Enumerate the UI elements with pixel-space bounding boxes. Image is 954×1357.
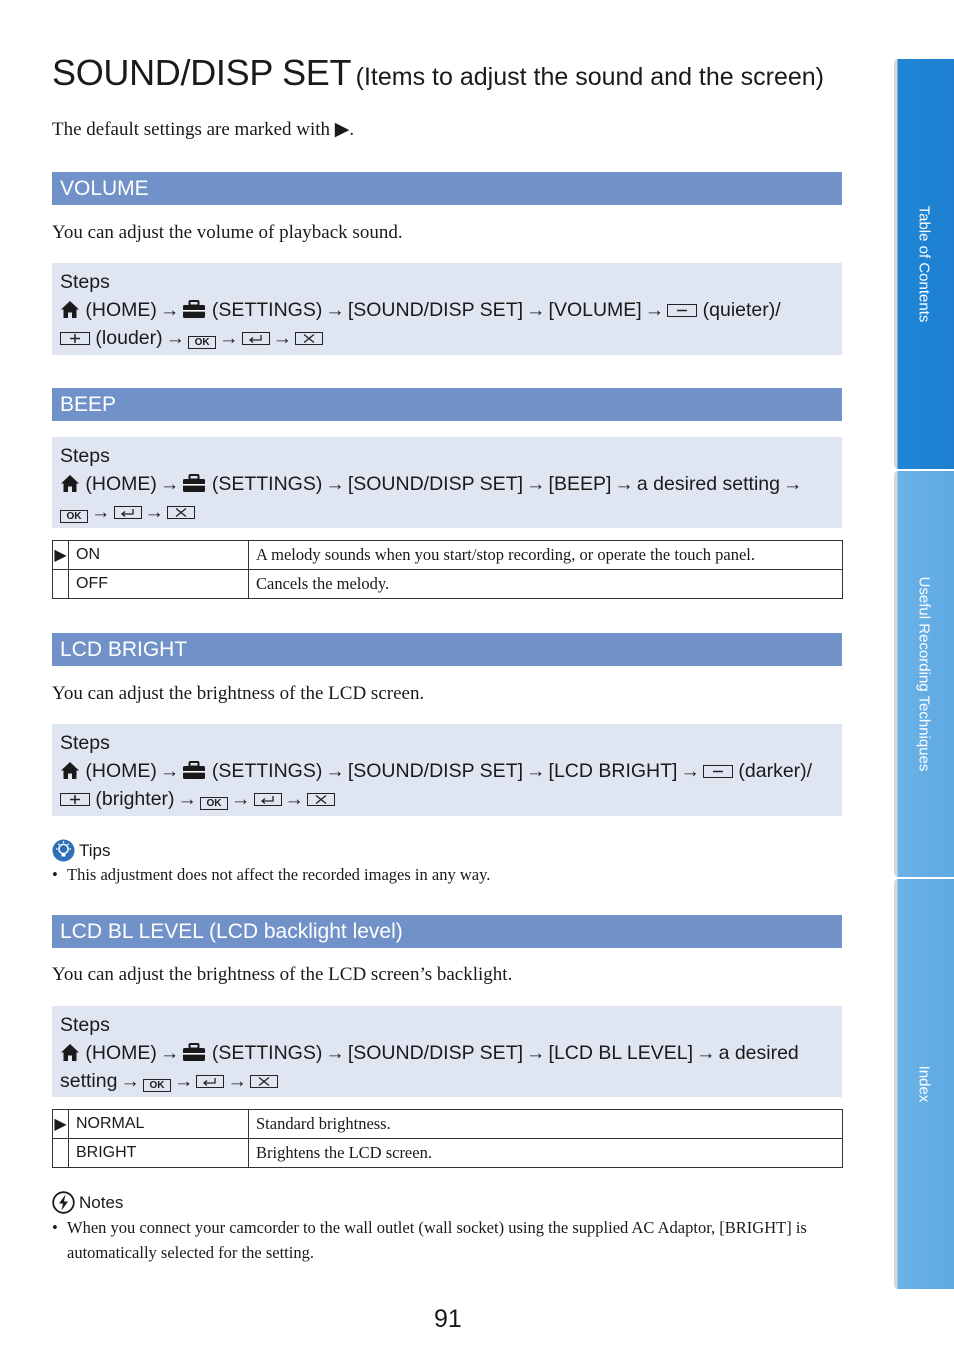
tab-useful-recording-techniques[interactable]: [894, 471, 954, 877]
lcd-bl-level-steps-box: [52, 1006, 842, 1097]
option-description: Brightens the LCD screen.: [249, 1139, 843, 1168]
beep-steps-line1: [60, 470, 834, 498]
tab-table-of-contents[interactable]: [894, 59, 954, 469]
arrow: →: [325, 473, 345, 495]
lcd-bl-level-tail1: a desired: [718, 1042, 799, 1064]
lcd-bright-item-label: [LCD BRIGHT]: [548, 760, 678, 782]
home-icon: [60, 1043, 80, 1062]
settings-label: (SETTINGS): [211, 299, 323, 321]
home-icon: [60, 300, 80, 319]
ok-button-icon: OK: [200, 797, 228, 810]
sound-disp-set-label: [SOUND/DISP SET]: [347, 1042, 524, 1064]
arrow: →: [325, 1042, 345, 1064]
lcd-bl-level-description: You can adjust the brightness of the LCD screen’s backlight.: [52, 964, 513, 985]
lightbulb-icon: [52, 839, 75, 862]
home-label: (HOME): [85, 299, 157, 321]
settings-icon: [182, 300, 206, 319]
option-description: Cancels the melody.: [249, 570, 843, 599]
arrow: →: [272, 327, 293, 349]
arrow: →: [783, 473, 803, 495]
option-name: BRIGHT: [69, 1139, 249, 1168]
notes-item-text: When you connect your camcorder to the wall outlet (wall socket) using the supplied AC Adaptor, [BRIGHT] is automatically selected for the setting.: [67, 1218, 807, 1262]
minus-button-icon: [667, 304, 697, 317]
page-title-subtitle: (Items to adjust the sound and the screen): [355, 63, 824, 91]
sound-disp-set-label: [SOUND/DISP SET]: [347, 760, 524, 782]
ok-button-icon: OK: [143, 1079, 171, 1092]
notes-warning-icon: [52, 1191, 75, 1214]
volume-description: You can adjust the volume of playback sound.: [52, 222, 403, 243]
option-name: ON: [69, 541, 249, 570]
close-icon: [295, 332, 323, 345]
settings-icon: [182, 1043, 206, 1062]
volume-minus-label: (quieter)/: [702, 299, 781, 321]
steps-label: Steps: [60, 271, 110, 293]
close-icon: [167, 506, 195, 519]
table-row: [53, 1110, 843, 1139]
section-heading-lcd-bl-level: LCD BL LEVEL (LCD backlight level): [52, 915, 842, 948]
arrow: →: [644, 299, 665, 321]
beep-steps-line2: [60, 498, 834, 526]
page-title-main: SOUND/DISP SET: [52, 52, 352, 93]
arrow: →: [696, 1042, 716, 1064]
option-name: OFF: [69, 570, 249, 599]
volume-steps-line2: [60, 324, 834, 352]
lcd-bright-minus-label: (darker)/: [738, 760, 813, 782]
arrow: →: [526, 1042, 546, 1064]
home-label: (HOME): [85, 1042, 157, 1064]
arrow: →: [231, 788, 251, 810]
plus-button-icon: [60, 332, 90, 345]
arrow: →: [219, 327, 239, 349]
arrow: →: [526, 299, 546, 321]
settings-label: (SETTINGS): [211, 1042, 323, 1064]
return-icon: [114, 506, 142, 519]
lcd-bright-plus-label: (brighter): [95, 788, 175, 810]
option-name: NORMAL: [69, 1110, 249, 1139]
settings-label: (SETTINGS): [211, 473, 323, 495]
section-heading-lcd-bright: LCD BRIGHT: [52, 633, 842, 666]
beep-tail-label: a desired setting: [636, 473, 780, 495]
arrow: →: [680, 760, 700, 782]
arrow: →: [325, 299, 345, 321]
default-marker: ▶: [53, 1110, 69, 1139]
home-icon: [60, 474, 80, 493]
tips-item: • This adjustment does not affect the recorded images in any way.: [52, 862, 812, 887]
settings-icon: [182, 474, 206, 493]
plus-button-icon: [60, 793, 90, 806]
beep-options-table: [52, 540, 843, 599]
tab-label: Table of Contents: [915, 205, 933, 323]
intro-text: The default settings are marked with ▶.: [52, 119, 355, 140]
home-label: (HOME): [85, 473, 157, 495]
tab-index[interactable]: [894, 879, 954, 1289]
arrow: →: [91, 501, 111, 523]
lcd-bl-level-item-label: [LCD BL LEVEL]: [548, 1042, 694, 1064]
arrow: →: [614, 473, 634, 495]
arrow: →: [159, 760, 180, 782]
volume-item-label: [VOLUME]: [548, 299, 642, 321]
volume-steps-line1: [60, 296, 834, 324]
tips-label: Tips: [79, 840, 111, 860]
arrow: →: [120, 1070, 140, 1092]
default-marker: ▶: [53, 541, 69, 570]
close-icon: [250, 1075, 278, 1088]
steps-label: Steps: [60, 1014, 110, 1036]
arrow: →: [177, 788, 198, 810]
volume-plus-label: (louder): [95, 327, 163, 349]
ok-button-icon: OK: [188, 336, 216, 349]
arrow: →: [526, 473, 546, 495]
lcd-bl-level-steps-line2: [60, 1067, 834, 1095]
arrow: →: [159, 1042, 180, 1064]
return-icon: [196, 1075, 224, 1088]
table-row: [53, 541, 843, 570]
arrow: →: [173, 1070, 194, 1092]
option-description: Standard brightness.: [249, 1110, 843, 1139]
tips-item-text: This adjustment does not affect the recorded images in any way.: [67, 865, 491, 884]
arrow: →: [526, 760, 546, 782]
steps-label: Steps: [60, 732, 110, 754]
option-description: A melody sounds when you start/stop recording, or operate the touch panel.: [249, 541, 843, 570]
notes-label: Notes: [79, 1192, 124, 1212]
beep-steps-box: [52, 437, 842, 528]
steps-label: Steps: [60, 445, 110, 467]
lcd-bright-steps-line2: [60, 785, 834, 813]
arrow: →: [159, 299, 180, 321]
return-icon: [254, 793, 282, 806]
lcd-bl-level-tail2: setting: [60, 1070, 118, 1092]
close-icon: [307, 793, 335, 806]
page-number: 91: [434, 1305, 462, 1333]
home-label: (HOME): [85, 760, 157, 782]
lcd-bl-level-options-table: [52, 1109, 843, 1168]
arrow: →: [325, 760, 345, 782]
arrow: →: [165, 327, 186, 349]
return-icon: [242, 332, 270, 345]
lcd-bright-steps-line1: [60, 757, 834, 785]
arrow: →: [227, 1070, 247, 1092]
section-heading-volume: VOLUME: [52, 172, 842, 205]
lcd-bright-description: You can adjust the brightness of the LCD screen.: [52, 683, 425, 704]
lcd-bright-steps-box: [52, 724, 842, 816]
page-title: [52, 52, 824, 94]
volume-steps-box: [52, 263, 842, 355]
arrow: →: [144, 501, 164, 523]
tips-heading: [52, 839, 111, 862]
section-heading-beep: BEEP: [52, 388, 842, 421]
tab-label: Index: [915, 1065, 933, 1103]
arrow: →: [284, 788, 305, 810]
minus-button-icon: [703, 765, 733, 778]
notes-item: • When you connect your camcorder to the wall outlet (wall socket) using the supplied AC Adaptor, [BRIGHT] is automatically selected for the setting.: [52, 1215, 812, 1265]
table-row: [53, 1139, 843, 1168]
sound-disp-set-label: [SOUND/DISP SET]: [347, 473, 524, 495]
table-row: [53, 570, 843, 599]
lcd-bl-level-steps-line1: [60, 1039, 834, 1067]
tab-label: Useful Recording Techniques: [915, 576, 933, 772]
home-icon: [60, 761, 80, 780]
settings-label: (SETTINGS): [211, 760, 323, 782]
notes-heading: [52, 1191, 123, 1214]
arrow: →: [159, 473, 180, 495]
ok-button-icon: OK: [60, 510, 88, 523]
beep-item-label: [BEEP]: [548, 473, 612, 495]
settings-icon: [182, 761, 206, 780]
sound-disp-set-label: [SOUND/DISP SET]: [347, 299, 524, 321]
